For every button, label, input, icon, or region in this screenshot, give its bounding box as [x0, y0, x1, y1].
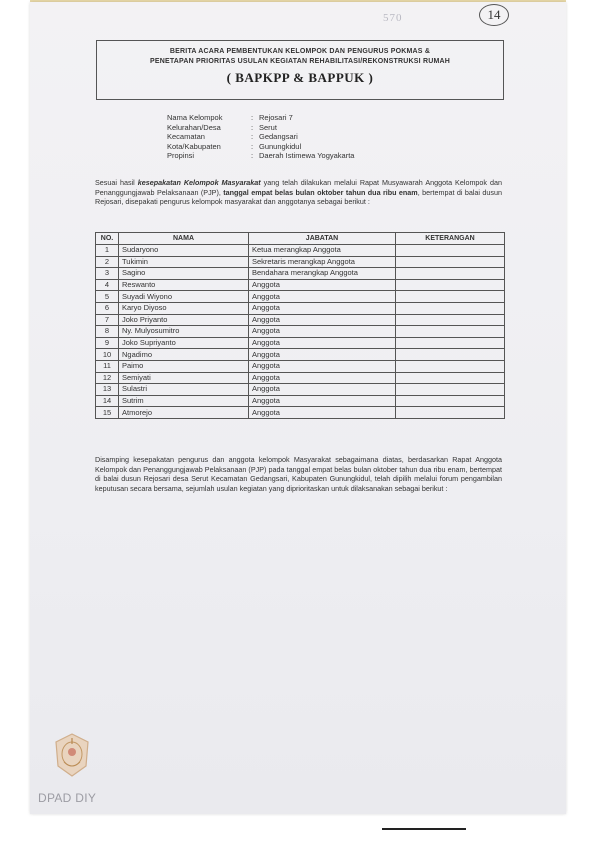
- info-colon: :: [251, 132, 254, 142]
- cell-nama: Karyo Diyoso: [119, 302, 249, 314]
- cell-keterangan: [396, 337, 505, 349]
- info-row: [167, 113, 354, 123]
- info-colon: :: [251, 141, 254, 151]
- info-label: Kecamatan: [167, 132, 205, 142]
- table-row: [96, 384, 505, 396]
- col-header-nama: NAMA: [119, 233, 249, 245]
- cell-jabatan: Anggota: [249, 337, 396, 349]
- intro-text: Sesuai hasil: [95, 178, 138, 187]
- table-row: [96, 349, 505, 361]
- intro-emphasis: kesepakatan Kelompok Masyarakat: [137, 178, 261, 187]
- cell-nama: Tukimin: [119, 256, 249, 268]
- cell-jabatan: Anggota: [249, 372, 396, 384]
- cell-nama: Sagino: [119, 268, 249, 280]
- cell-no: 13: [96, 384, 119, 396]
- document-title: ( BAPKPP & BAPPUK ): [226, 70, 374, 85]
- col-header-keterangan: KETERANGAN: [396, 233, 505, 245]
- cell-keterangan: [396, 326, 505, 338]
- info-row: [167, 123, 354, 133]
- cell-nama: Sudaryono: [119, 245, 249, 257]
- info-row: [167, 132, 354, 142]
- cell-jabatan: Anggota: [249, 349, 396, 361]
- info-label: Nama Kelompok: [167, 113, 223, 122]
- cell-keterangan: [396, 302, 505, 314]
- cell-jabatan: Anggota: [249, 407, 396, 419]
- cell-keterangan: [396, 360, 505, 372]
- intro-paragraph: [95, 178, 502, 207]
- cell-no: 12: [96, 372, 119, 384]
- table-row: [96, 407, 505, 419]
- info-label: Kota/Kabupaten: [167, 141, 221, 151]
- cell-keterangan: [396, 256, 505, 268]
- cell-jabatan: Anggota: [249, 395, 396, 407]
- page-number: 14: [479, 4, 509, 26]
- cell-no: 7: [96, 314, 119, 326]
- info-label: Kelurahan/Desa: [167, 122, 221, 132]
- page-code: 570: [383, 12, 403, 24]
- watermark: DPAD DIY: [38, 791, 97, 805]
- title-box: [96, 40, 504, 100]
- table-row: [96, 337, 505, 349]
- cell-keterangan: [396, 268, 505, 280]
- cell-no: 8: [96, 326, 119, 338]
- cell-jabatan: Anggota: [249, 279, 396, 291]
- cell-jabatan: Anggota: [249, 302, 396, 314]
- cell-nama: Paimo: [119, 360, 249, 372]
- cell-no: 2: [96, 256, 119, 268]
- cell-nama: Ngadimo: [119, 349, 249, 361]
- cell-no: 4: [96, 279, 119, 291]
- info-colon: :: [251, 151, 254, 161]
- info-colon: :: [251, 122, 254, 132]
- cell-nama: Joko Priyanto: [119, 314, 249, 326]
- members-table: [95, 232, 505, 419]
- intro-text: yang telah dilakukan melalui Rapat Musyawarah Anggota Kelompok dan Penanggungjawab Pelaksanaan (PJP),: [95, 178, 502, 197]
- cell-nama: Ny. Mulyosumitro: [119, 326, 249, 338]
- cell-keterangan: [396, 279, 505, 291]
- cell-no: 1: [96, 245, 119, 257]
- info-value: Daerah Istimewa Yogyakarta: [259, 151, 355, 161]
- info-label: Propinsi: [167, 151, 195, 161]
- group-info: [167, 113, 354, 161]
- cell-no: 3: [96, 268, 119, 280]
- cell-nama: Semiyati: [119, 372, 249, 384]
- cell-nama: Suyadi Wiyono: [119, 291, 249, 303]
- cell-keterangan: [396, 372, 505, 384]
- cell-nama: Sutrim: [119, 395, 249, 407]
- cell-jabatan: Anggota: [249, 291, 396, 303]
- cell-jabatan: Anggota: [249, 384, 396, 396]
- intro-text: , bertempat di balai dusun Rejosari, disepakati pengurus kelompok masyarakat dan anggotanya sebagai berikut :: [95, 187, 502, 207]
- table-row: [96, 291, 505, 303]
- info-value: Rejosari 7: [259, 113, 293, 122]
- info-row: [167, 151, 354, 161]
- table-row: [96, 372, 505, 384]
- table-row: [96, 279, 505, 291]
- cell-keterangan: [396, 314, 505, 326]
- bottom-rule: [382, 828, 466, 830]
- cell-no: 10: [96, 349, 119, 361]
- table-row: [96, 302, 505, 314]
- cell-jabatan: Anggota: [249, 326, 396, 338]
- title-line-2: PENETAPAN PRIORITAS USULAN KEGIATAN REHABILITASI/REKONSTRUKSI RUMAH: [149, 58, 450, 65]
- cell-no: 14: [96, 395, 119, 407]
- cell-keterangan: [396, 349, 505, 361]
- table-row: [96, 360, 505, 372]
- title-line-1: BERITA ACARA PEMBENTUKAN KELOMPOK DAN PENGURUS POKMAS &: [169, 48, 431, 55]
- cell-keterangan: [396, 291, 505, 303]
- table-row: [96, 245, 505, 257]
- info-value: Serut: [259, 122, 277, 132]
- cell-jabatan: Anggota: [249, 360, 396, 372]
- cell-keterangan: [396, 245, 505, 257]
- info-value: Gedangsari: [259, 132, 298, 142]
- cell-jabatan: Sekretaris merangkap Anggota: [249, 256, 396, 268]
- cell-nama: Joko Supriyanto: [119, 337, 249, 349]
- cell-no: 6: [96, 302, 119, 314]
- seal-logo-icon: [52, 732, 92, 778]
- table-row: [96, 256, 505, 268]
- closing-paragraph: Disamping kesepakatan pengurus dan anggota kelompok Masyarakat sebagaimana diatas, berdasarkan Rapat Anggota Kelompok dan Penanggungjawab Pelaksanaan (PJP) pada tanggal empat belas bulan oktober tahun dua ribu enam, bertempat di balai dusun Rejosari desa Serut Kecamatan Gedangsari, Kabupaten Gunungkidul, telah dipilih melalui forum pengambilan keputusan secara bersama, sejumlah usulan kegiatan yang diprioritaskan untuk dilaksanakan sebagai berikut :: [95, 455, 502, 493]
- cell-jabatan: Anggota: [249, 314, 396, 326]
- info-colon: :: [251, 113, 254, 122]
- intro-date: tanggal empat belas bulan oktober tahun dua ribu enam: [223, 187, 418, 197]
- cell-nama: Atmorejo: [119, 407, 249, 419]
- table-row: [96, 314, 505, 326]
- table-row: [96, 326, 505, 338]
- cell-nama: Sulastri: [119, 384, 249, 396]
- table-row: [96, 268, 505, 280]
- table-header-row: [96, 233, 505, 245]
- cell-no: 11: [96, 360, 119, 372]
- cell-jabatan: Ketua merangkap Anggota: [249, 245, 396, 257]
- cell-no: 5: [96, 291, 119, 303]
- cell-keterangan: [396, 384, 505, 396]
- cell-nama: Reswanto: [119, 279, 249, 291]
- info-value: Gunungkidul: [259, 141, 302, 151]
- table-row: [96, 395, 505, 407]
- cell-no: 9: [96, 337, 119, 349]
- cell-no: 15: [96, 407, 119, 419]
- cell-jabatan: Bendahara merangkap Anggota: [249, 268, 396, 280]
- col-header-jabatan: JABATAN: [249, 233, 396, 245]
- col-header-no: NO.: [96, 233, 119, 245]
- cell-keterangan: [396, 395, 505, 407]
- cell-keterangan: [396, 407, 505, 419]
- info-row: [167, 142, 354, 152]
- table-body: [96, 245, 505, 419]
